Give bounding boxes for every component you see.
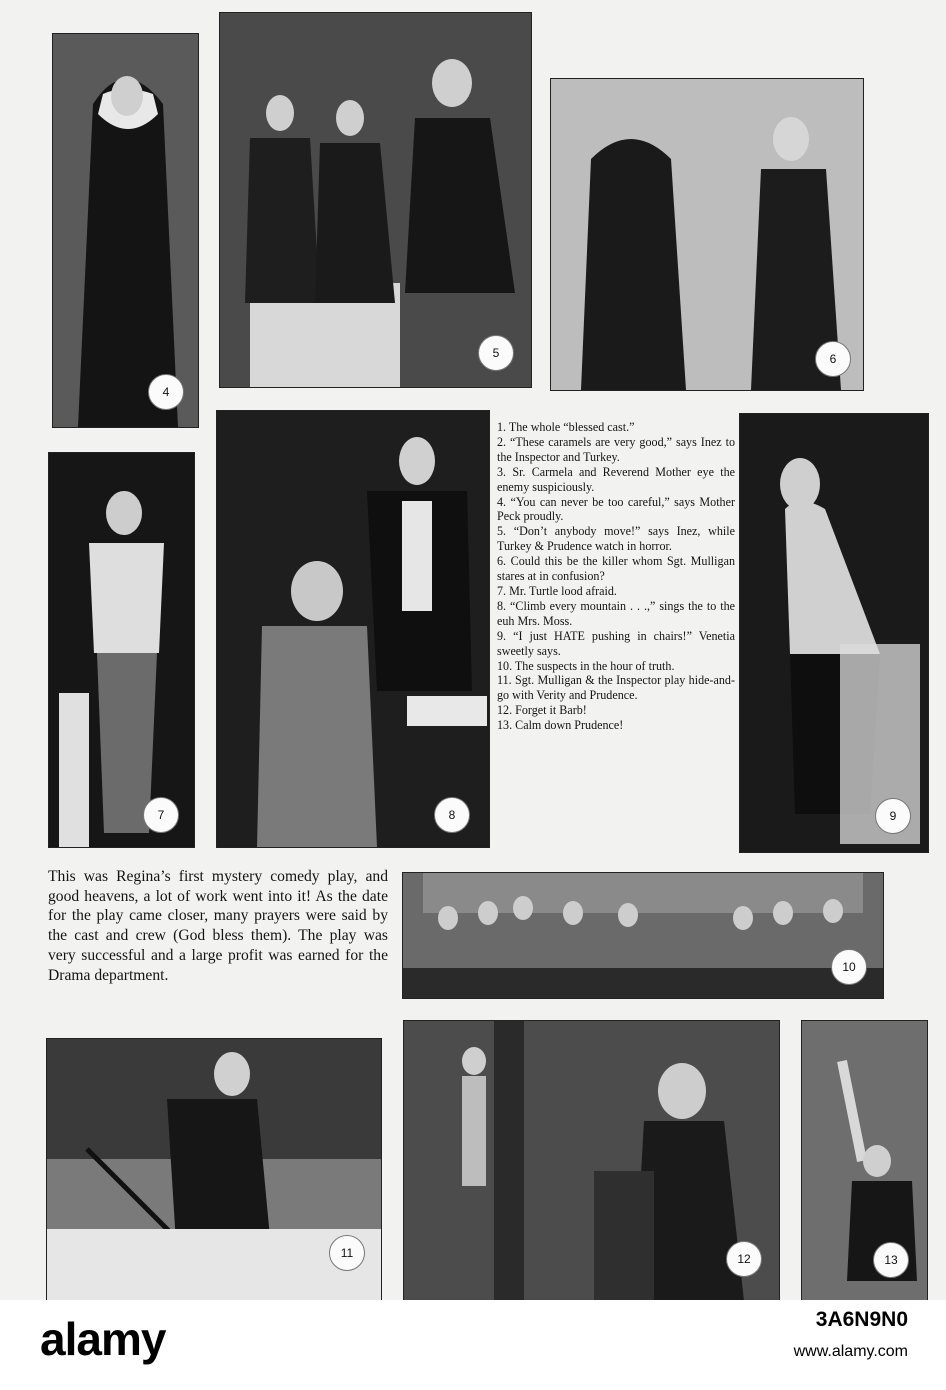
article-body-text: This was Regina’s first mystery comedy play, and good heavens, a lot of work went into it! As the date for the play came closer, many prayers were said by the cast and crew (God bless them). The play was very successful and a large profit was earned for the Drama department. xyxy=(48,868,388,984)
photo-number-badge: 8 xyxy=(434,797,470,833)
photo-number-badge: 6 xyxy=(815,341,851,377)
caption-item: 8. “Climb every mountain . . .,” sings the to the euh Mrs. Moss. xyxy=(497,598,735,628)
photo-number-badge: 5 xyxy=(478,335,514,371)
photo-number-badge: 11 xyxy=(329,1235,365,1271)
caption-item: 1. The whole “blessed cast.” xyxy=(497,420,635,434)
photo-number-badge: 10 xyxy=(831,949,867,985)
photo-5-scene xyxy=(220,13,531,387)
photo-11 xyxy=(46,1038,382,1302)
photo-7 xyxy=(48,452,195,848)
caption-item: 12. Forget it Barb! xyxy=(497,703,587,718)
site-url-link[interactable]: www.alamy.com xyxy=(793,1343,908,1360)
photo-6 xyxy=(550,78,864,391)
photo-4 xyxy=(52,33,199,428)
caption-item: 11. Sgt. Mulligan & the Inspector play hide-and-go with Verity and Prudence. xyxy=(497,673,735,703)
photo-number-badge: 12 xyxy=(726,1241,762,1277)
caption-item: 6. Could this be the killer whom Sgt. Mulligan stares at in confusion? xyxy=(497,554,735,584)
caption-item: 7. Mr. Turtle lood afraid. xyxy=(497,583,617,598)
photo-10-scene xyxy=(403,873,883,998)
photo-9 xyxy=(739,413,929,853)
caption-item: 9. “I just HATE pushing in chairs!” Venetia sweetly says. xyxy=(497,628,735,658)
caption-item: 13. Calm down Prudence! xyxy=(497,718,624,733)
photo-6-scene xyxy=(551,79,863,390)
caption-item: 3. Sr. Carmela and Reverend Mother eye the enemy suspiciously. xyxy=(497,464,735,494)
photo-number-badge: 7 xyxy=(143,797,179,833)
photo-8-scene xyxy=(217,411,489,847)
caption-list xyxy=(497,420,735,733)
photo-7-scene xyxy=(49,453,194,847)
photo-9-scene xyxy=(740,414,928,852)
photo-8 xyxy=(216,410,490,848)
photo-number-badge: 9 xyxy=(875,798,911,834)
caption-item: 2. “These caramels are very good,” says Inez to the Inspector and Turkey. xyxy=(497,434,735,464)
caption-item: 4. “You can never be too careful,” says Mother Peck proudly. xyxy=(497,494,735,524)
photo-10 xyxy=(402,872,884,999)
photo-12 xyxy=(403,1020,780,1302)
image-id-label: 3A6N9N0 xyxy=(815,1308,908,1331)
photo-12-scene xyxy=(404,1021,779,1301)
photo-number-badge: 13 xyxy=(873,1242,909,1278)
photo-13 xyxy=(801,1020,928,1302)
brand-logo: alamy xyxy=(40,1313,166,1365)
photo-number-badge: 4 xyxy=(148,374,184,410)
photo-4-scene xyxy=(53,34,198,427)
photo-5 xyxy=(219,12,532,388)
caption-item: 5. “Don’t anybody move!” says Inez, while Turkey & Prudence watch in horror. xyxy=(497,524,735,554)
caption-item: 10. The suspects in the hour of truth. xyxy=(497,658,675,673)
